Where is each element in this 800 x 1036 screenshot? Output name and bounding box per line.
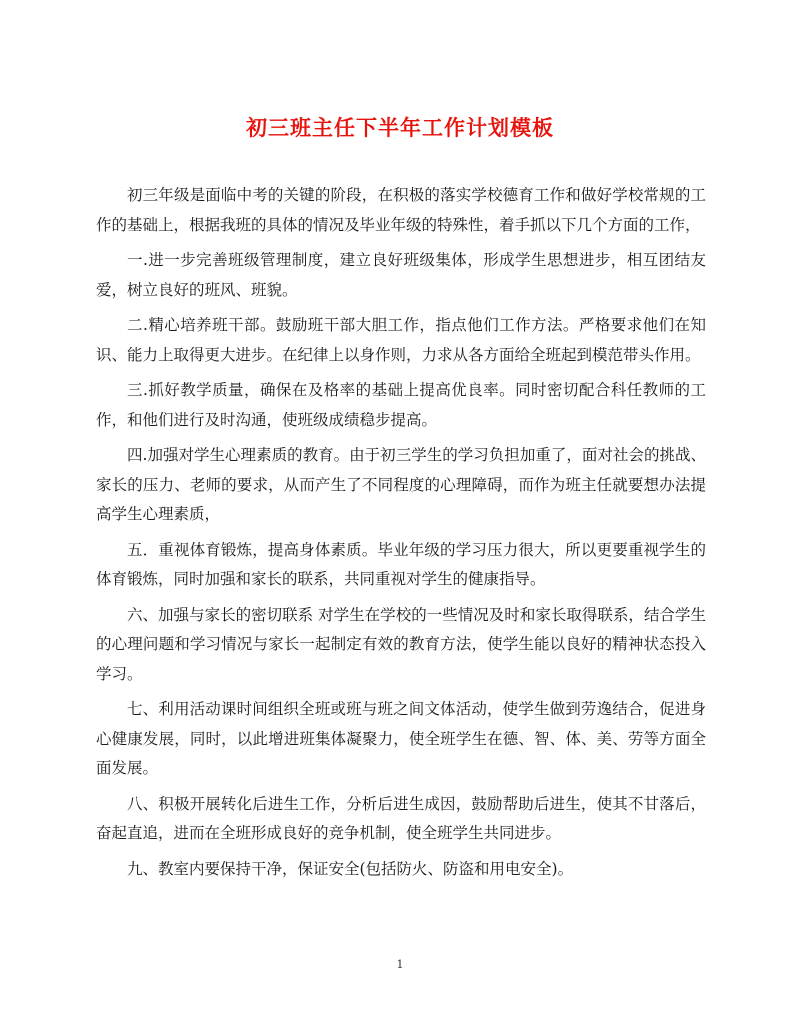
paragraph-intro: 初三年级是面临中考的关键的阶段，在积极的落实学校德育工作和做好学校常规的工作的基础上，根据我班的具体的情况及毕业年级的特殊性，着手抓以下几个方面的工作， [96,186,706,234]
page-number: 1 [396,958,404,971]
paragraph-item-6: 六、加强与家长的密切联系 对学生在学校的一些情况及时和家长取得联系，结合学生的心理问题和学习情况与家长一起制定有效的教育方法，使学生能以良好的精神状态投入学习。 [96,605,706,683]
paragraph-item-3: 三.抓好教学质量，确保在及格率的基础上提高优良率。同时密切配合科任教师的工作，和他们进行及时沟通，使班级成绩稳步提高。 [96,381,706,429]
paragraph-item-7: 七、利用活动课时间组织全班或班与班之间文体活动，使学生做到劳逸结合，促进身心健康发展，同时，以此增进班集体凝聚力，使全班学生在德、智、体、美、劳等方面全面发展。 [96,700,706,777]
paragraph-item-4: 四.加强对学生心理素质的教育。由于初三学生的学习负担加重了，面对社会的挑战、家长的压力、老师的要求，从而产生了不同程度的心理障碍，而作为班主任就要想办法提高学生心理素质， [96,446,706,523]
document-title: 初三班主任下半年工作计划模板 [246,115,554,140]
document-body [96,181,706,890]
paragraph-item-5: 五．重视体育锻炼，提高身体素质。毕业年级的学习压力很大，所以更要重视学生的体育锻炼，同时加强和家长的联系，共同重视对学生的健康指导。 [96,540,706,588]
paragraph-item-9: 九、教室内要保持干净，保证安全(包括防火、防盗和用电安全)。 [127,859,574,878]
paragraph-item-1: 一.进一步完善班级管理制度，建立良好班级集体，形成学生思想进步，相互团结友爱，树立良好的班风、班貌。 [96,251,706,299]
paragraph-item-8: 八、积极开展转化后进生工作，分析后进生成因，鼓励帮助后进生，使其不甘落后，奋起直追，进而在全班形成良好的竞争机制，使全班学生共同进步。 [96,794,706,842]
paragraph-item-2: 二.精心培养班干部。鼓励班干部大胆工作，指点他们工作方法。严格要求他们在知识、能力上取得更大进步。在纪律上以身作则，力求从各方面给全班起到模范带头作用。 [96,316,706,364]
